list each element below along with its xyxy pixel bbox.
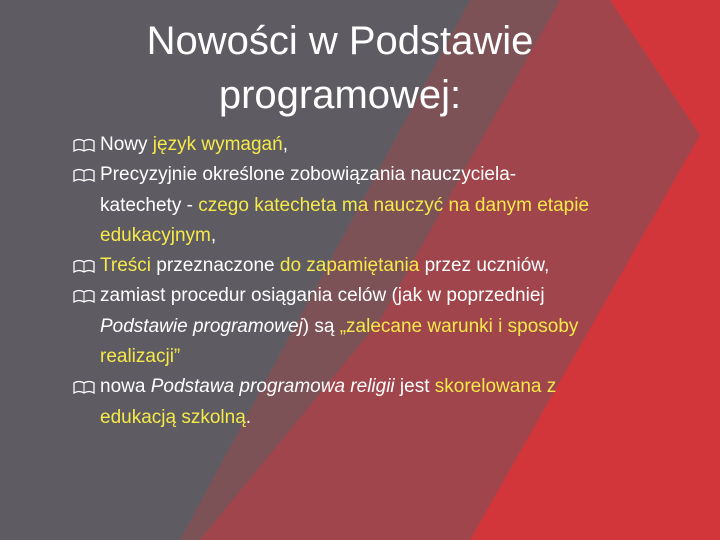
highlighted-text: „zalecane warunki i sposoby realizacji” [100, 315, 579, 368]
bullet-text: nowa [100, 376, 151, 398]
book-icon [73, 372, 100, 402]
bullet-text: zamiast procedur osiągania celów (jak w poprzedniej [100, 285, 545, 307]
highlighted-text: do zapamiętania [279, 255, 420, 277]
bullet-text: Precyzyjnie określone zobowiązania nauczyciela-katechety - [100, 164, 517, 216]
book-icon [73, 160, 100, 190]
italic-text: Podstawie programowej [100, 315, 303, 337]
book-icon [73, 281, 100, 311]
highlighted-text: Treści [100, 255, 152, 277]
book-icon [73, 251, 100, 281]
bullet-text: Nowy [100, 134, 153, 155]
bullet-text: przeznaczone [151, 255, 280, 277]
bullet-item [73, 281, 593, 372]
bullet-item [73, 130, 593, 160]
bullet-text: , [282, 134, 288, 155]
highlighted-text: czego katecheta ma nauczyć na danym etapie edukacyjnym [100, 194, 590, 246]
bullet-text: przez uczniów, [419, 255, 550, 277]
bullet-text: , [210, 224, 217, 246]
italic-text: Podstawa programowa religii [150, 376, 395, 398]
bullet-list [73, 130, 593, 433]
bullet-item [73, 160, 593, 251]
bullet-text: jest [394, 376, 435, 398]
bullet-item [73, 372, 593, 433]
bullet-item [73, 251, 593, 281]
highlighted-text: skorelowana z edukacją szkolną [100, 376, 557, 428]
book-icon [73, 130, 100, 160]
bullet-text: ) są [302, 315, 340, 337]
bullet-text: . [245, 406, 252, 428]
highlighted-text: język wymagań [152, 134, 283, 155]
slide-title: Nowości w Podstawie programowej: [146, 19, 534, 117]
